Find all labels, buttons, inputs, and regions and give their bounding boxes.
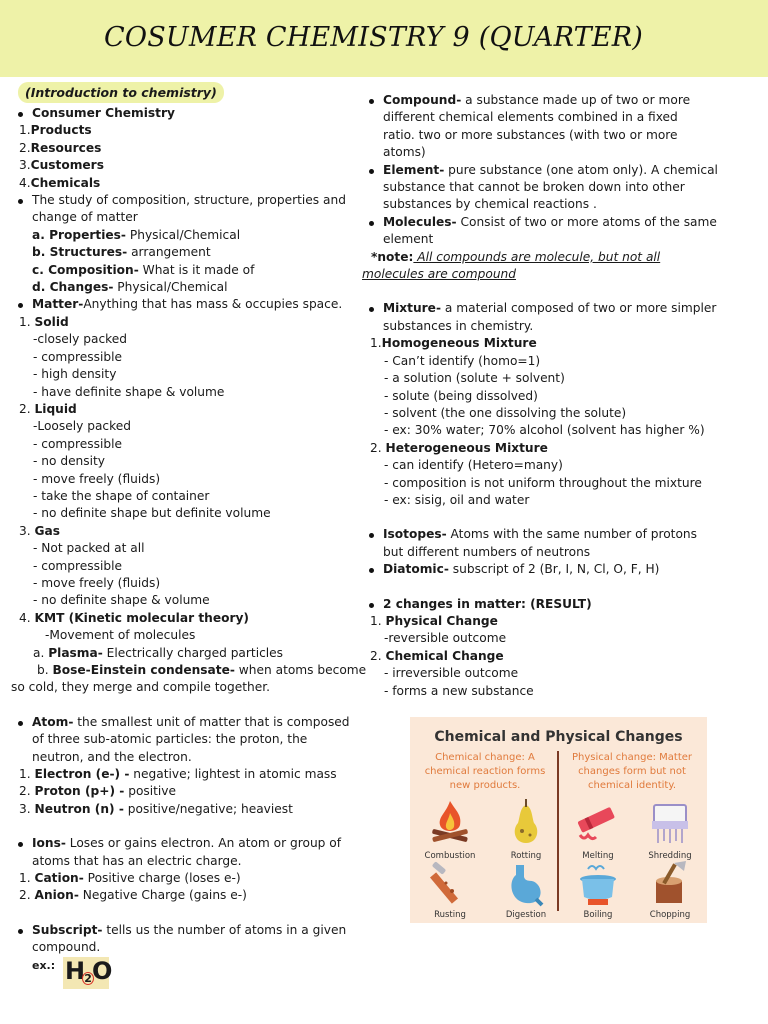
list-item: 4.Chemicals <box>19 175 101 190</box>
list-item: so cold, they merge and compile together. <box>11 680 271 695</box>
isotopes-definition-cont: but different numbers of neutrons <box>383 544 591 559</box>
gas-heading: 3. Gas <box>19 523 60 538</box>
list-item: 3.Customers <box>19 158 104 173</box>
physical-change-heading: 1. Physical Change <box>370 613 498 628</box>
list-item: -Loosely packed <box>33 419 131 434</box>
combustion-label: Combustion <box>424 851 476 861</box>
note-cont: molecules are compound <box>362 267 517 282</box>
list-item: - solvent (the one dissolving the solute) <box>384 405 627 420</box>
list-item: a. Properties- Physical/Chemical <box>32 227 241 242</box>
list-item: - high density <box>33 367 117 382</box>
isotopes-definition: Isotopes- Atoms with the same number of protons <box>362 526 708 543</box>
list-item: -closely packed <box>33 332 128 347</box>
list-item: - ex: 30% water; 70% alcohol (solvent has higher %) <box>384 423 705 438</box>
physical-change-caption: Physical change: Matter changes form but not chemical identity. <box>571 752 693 791</box>
list-item: - compressible <box>33 349 122 364</box>
list-item: 1. Cation- Positive charge (loses e-) <box>19 871 241 886</box>
list-item: - compressible <box>33 436 122 451</box>
list-item: - solute (being dissolved) <box>384 388 538 403</box>
element-definition: Element- pure substance (one atom only). A chemical <box>362 162 708 179</box>
pot-icon <box>570 859 626 909</box>
divider <box>557 751 559 911</box>
list-item: - irreversible outcome <box>384 666 519 681</box>
list-item: - no density <box>33 454 106 469</box>
shredder-icon <box>642 797 698 847</box>
list-item: 3. Neutron (n) - positive/negative; heaviest <box>19 801 293 816</box>
diatomic-definition: Diatomic- subscript of 2 (Br, I, N, Cl, O, F, H) <box>362 561 708 578</box>
list-item: - no definite shape & volume <box>33 593 210 608</box>
log-axe-icon <box>642 859 698 909</box>
list-item: 2. Proton (p+) - positive <box>19 784 177 799</box>
list-item: a. Plasma- Electrically charged particles <box>33 645 284 660</box>
changes-infographic <box>410 717 707 923</box>
left-column <box>11 82 367 989</box>
boiling-label: Boiling <box>583 910 613 920</box>
list-item: 2. Anion- Negative Charge (gains e-) <box>19 888 247 903</box>
list-item: - take the shape of container <box>33 488 210 503</box>
list-item: - compressible <box>33 558 122 573</box>
list-item: b. Structures- arrangement <box>32 245 211 260</box>
list-item: d. Changes- Physical/Chemical <box>32 280 228 295</box>
liquid-heading: 2. Liquid <box>19 401 77 416</box>
study-line: The study of composition, structure, properties and <box>11 192 351 209</box>
right-column <box>362 92 718 700</box>
list-item: -reversible outcome <box>384 631 507 646</box>
element-definition-cont: substance that cannot be broken down into other <box>383 180 685 195</box>
note: *note: All compounds are molecule, but not all <box>371 249 661 264</box>
homogeneous-heading: 1.Homogeneous Mixture <box>370 336 537 351</box>
nail-icon <box>422 859 478 909</box>
solid-heading: 1. Solid <box>19 314 69 329</box>
list-item: - can identify (Hetero=many) <box>384 458 563 473</box>
list-item: - Can’t identify (homo=1) <box>384 353 541 368</box>
page-title: COSUMER CHEMISTRY 9 (QUARTER) <box>104 22 644 53</box>
atom-definition-cont: of three sub-atomic particles: the proton, the <box>32 732 308 747</box>
element-definition-cont: substances by chemical reactions . <box>383 197 597 212</box>
atom-definition-cont: neutron, and the electron. <box>32 749 192 764</box>
compound-definition: Compound- a substance made up of two or more <box>362 92 708 109</box>
heterogeneous-heading: 2. Heterogeneous Mixture <box>370 440 548 455</box>
list-item: 1. Electron (e-) - negative; lightest in atomic mass <box>19 767 337 782</box>
example-label: ex.: <box>32 958 56 972</box>
molecules-definition: Molecules- Consist of two or more atoms of the same <box>362 214 708 231</box>
digestion-label: Digestion <box>505 910 547 920</box>
chopping-label: Chopping <box>649 910 691 920</box>
compound-definition-cont: different chemical elements combined in a fixed <box>383 110 678 125</box>
matter-definition: Matter-Anything that has mass & occupies space. <box>11 296 351 313</box>
chemical-change-heading: 2. Chemical Change <box>370 648 504 663</box>
list-item: - ex: sisig, oil and water <box>384 492 530 507</box>
subscript-definition-cont: compound. <box>32 940 101 955</box>
compound-definition-cont: atoms) <box>383 145 426 160</box>
mixture-definition: Mixture- a material composed of two or more simpler <box>362 300 708 317</box>
kmt-heading: 4. KMT (Kinetic molecular theory) <box>19 610 249 625</box>
stomach-icon <box>498 859 554 909</box>
ions-definition: Ions- Loses or gains electron. An atom or group of <box>11 835 351 852</box>
ions-definition-cont: atoms that has an electric charge. <box>32 853 242 868</box>
list-item: 2.Resources <box>19 140 102 155</box>
crayon-icon <box>570 797 626 847</box>
atom-definition: Atom- the smallest unit of matter that is composed <box>11 714 351 731</box>
rusting-label: Rusting <box>434 910 466 920</box>
list-item: - no definite shape but definite volume <box>33 506 271 521</box>
example-row <box>11 957 351 989</box>
list-item: - a solution (solute + solvent) <box>384 371 565 386</box>
subscript-definition: Subscript- tells us the number of atoms in a given <box>11 922 351 939</box>
section-pill: (Introduction to chemistry) <box>18 82 224 103</box>
list-item: c. Composition- What is it made of <box>32 262 255 277</box>
fire-icon <box>422 797 478 847</box>
mixture-definition-cont: substances in chemistry. <box>383 318 534 333</box>
changes-heading: 2 changes in matter: (RESULT) <box>362 596 708 613</box>
pear-icon <box>498 797 554 847</box>
list-item: b. Bose-Einstein condensate- when atoms become <box>37 663 367 677</box>
list-item: - have definite shape & volume <box>33 384 225 399</box>
compound-definition-cont: ratio. two or more substances (with two or more <box>383 127 678 142</box>
list-item: - forms a new substance <box>384 683 534 698</box>
chemical-change-caption: Chemical change: A chemical reaction forms new products. <box>424 752 546 791</box>
list-item: - Not packed at all <box>33 541 145 556</box>
molecules-definition-cont: element <box>383 232 434 247</box>
infographic-title: Chemical and Physical Changes <box>434 729 683 745</box>
list-item: - move freely (fluids) <box>33 471 161 486</box>
melting-label: Melting <box>582 851 614 861</box>
consumer-chemistry-heading: Consumer Chemistry <box>11 105 351 122</box>
list-item: -Movement of molecules <box>45 628 196 643</box>
list-item: 1.Products <box>19 123 92 138</box>
list-item: - move freely (fluids) <box>33 575 161 590</box>
rotting-label: Rotting <box>510 851 542 861</box>
list-item: - composition is not uniform throughout the mixture <box>384 475 702 490</box>
study-line: change of matter <box>32 210 138 225</box>
h2o-formula: H 2 O <box>63 957 109 989</box>
shredding-label: Shredding <box>648 851 692 861</box>
